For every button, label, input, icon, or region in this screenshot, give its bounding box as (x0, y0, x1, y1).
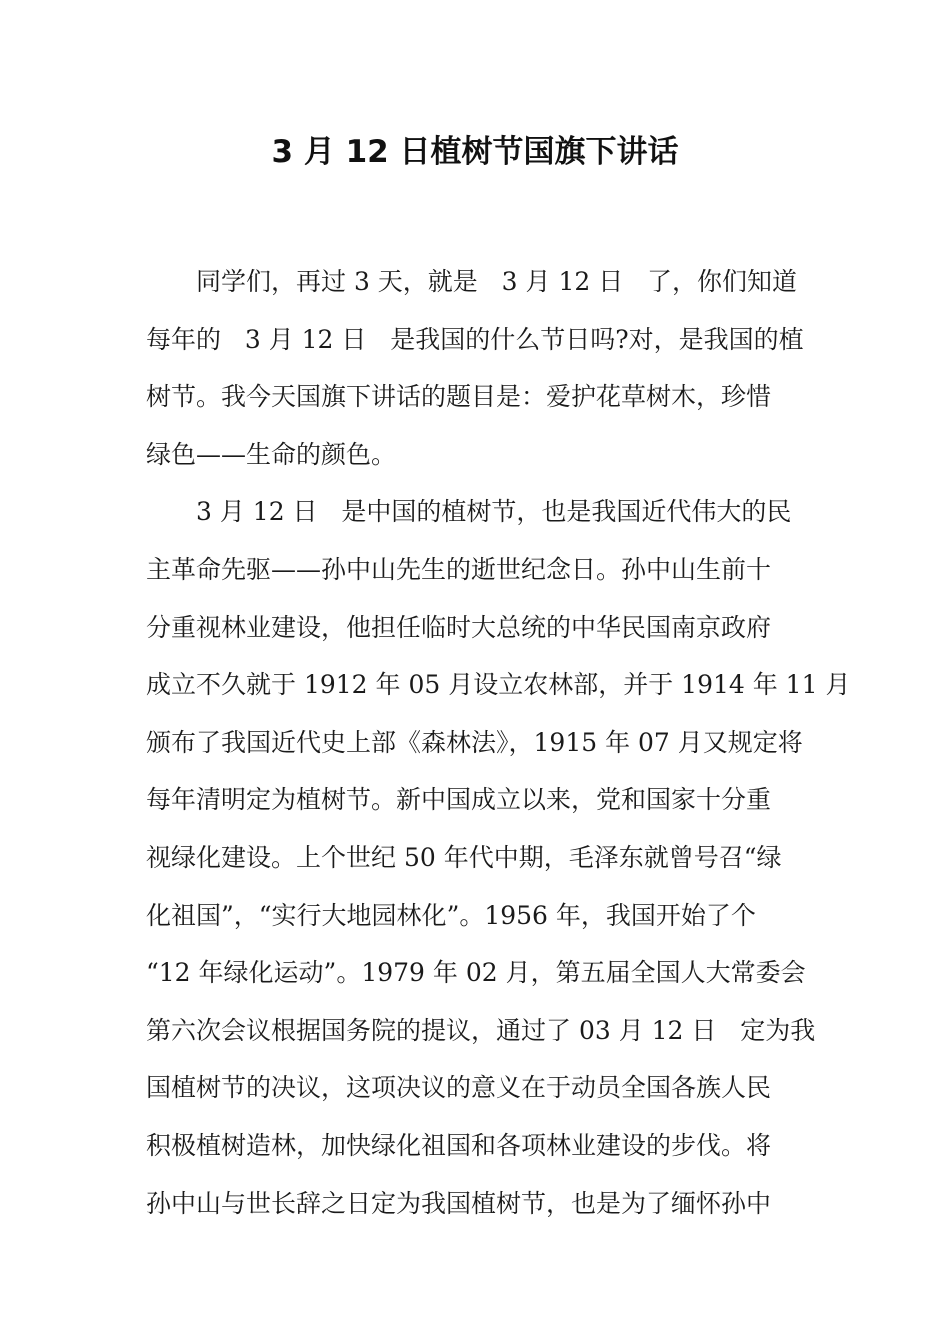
paragraph-1-line: 树节。我今天国旗下讲话的题目是：爱护花草树木，珍惜 (146, 382, 772, 412)
paragraph-1-line: 绿色——生命的颜色。 (146, 439, 397, 469)
paragraph-2-line: 主革命先驱——孙中山先生的逝世纪念日。孙中山生前十 (146, 554, 772, 584)
paragraph-1-line: 同学们，再过 3 天，就是 3 月 12 日 了，你们知道 (196, 267, 798, 296)
paragraph-2-line: “12 年绿化运动”。1979 年 02 月，第五届全国人大常委会 (146, 958, 806, 988)
paragraph-2-line: 每年清明定为植树节。新中国成立以来，党和国家十分重 (146, 785, 772, 815)
paragraph-2-line: 化祖国”，“实行大地园林化”。1956 年，我国开始了个 (146, 900, 756, 930)
paragraph-1-line: 每年的 3 月 12 日 是我国的什么节日吗?对，是我国的植 (146, 324, 804, 354)
paragraph-2-line: 颁布了我国近代史上部《森林法》，1915 年 07 月又规定将 (146, 727, 803, 757)
paragraph-2-line: 3 月 12 日 是中国的植树节，也是我国近代伟大的民 (196, 497, 792, 527)
paragraph-2-line: 积极植树造林，加快绿化祖国和各项林业建设的步伐。将 (146, 1130, 772, 1160)
paragraph-2-line: 国植树节的决议，这项决议的意义在于动员全国各族人民 (146, 1073, 772, 1103)
paragraph-2-line: 第六次会议根据国务院的提议，通过了 03 月 12 日 定为我 (146, 1015, 816, 1045)
paragraph-2-line: 视绿化建设。上个世纪 50 年代中期，毛泽东就曾号召“绿 (146, 842, 782, 872)
paragraph-2-line: 孙中山与世长辞之日定为我国植树节，也是为了缅怀孙中 (146, 1188, 772, 1218)
paragraph-2-line: 成立不久就于 1912 年 05 月设立农林部，并于 1914 年 11 月 (146, 670, 851, 700)
paragraph-2-line: 分重视林业建设，他担任临时大总统的中华民国南京政府 (146, 612, 772, 642)
document-title: 3 月 12 日植树节国旗下讲话 (271, 134, 679, 170)
document-body (146, 253, 851, 1232)
